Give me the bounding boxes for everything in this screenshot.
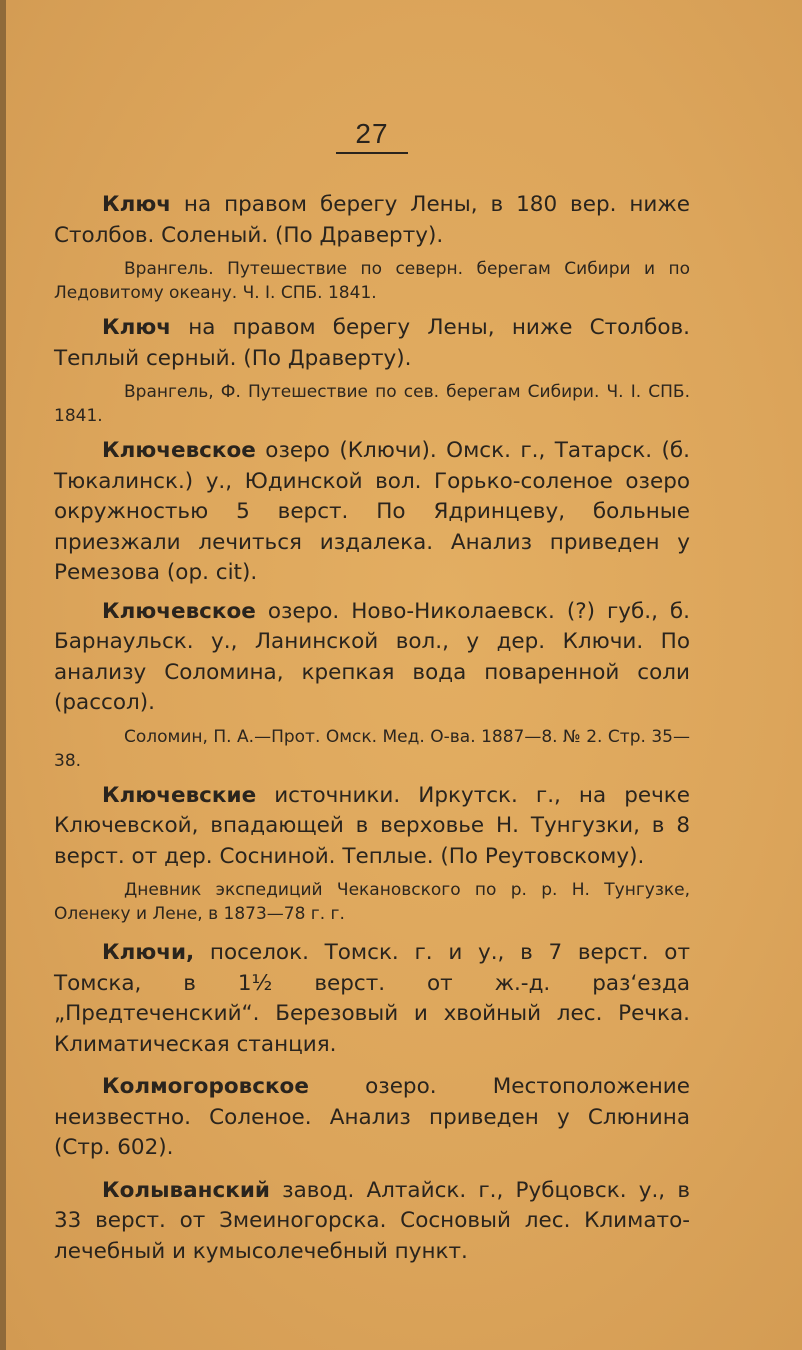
entry-reference: Врангель. Путешествие по северн. берегам Сибири и по Ледовитому океану. Ч. I. СПБ. 1841. [54,259,690,303]
entry-reference: Соломин, П. А.—Прот. Омск. Мед. О-ва. 1887—8. № 2. Стр. 35—38. [54,726,690,771]
entry-klyuchi [54,938,690,1060]
entry-kluch-2 [54,313,690,374]
entry-text: завод. Алтайск. г., Рубцовск. у., в 33 верст. от Змеиногорска. Сосновый лес. Климато-лечебный и кумысолечебный пункт. [54,1177,690,1264]
page-content [54,190,690,1267]
entry-text: на правом берегу Лены, ниже Столбов. Теплый серный. (По Драверту). [54,315,690,371]
entry-headword: Ключ [102,315,171,340]
entry-klyuchevskoe-2 [54,597,690,719]
entry-kluch-1 [54,190,690,251]
entry-kolmogorovskoe [54,1072,690,1164]
entry-headword: Ключевские [102,782,257,808]
entry-text: озеро. Местоположение неизвестно. Соленое. Анализ приведен у Слюнина (Стр. 602). [54,1074,690,1160]
entry-reference: Врангель, Ф. Путешествие по сев. берегам Сибири. Ч. I. СПБ. 1841. [54,382,690,426]
entry-text: источники. Иркутск. г., на речке Ключевской, впадающей в верховье Н. Тунгузки, в 8 верст. от дер. Сосниной. Теплые. (По Реутовскому). [54,782,690,869]
entry-headword: Ключ [102,192,171,217]
entry-kolyvansky [54,1176,690,1268]
entry-reference: Дневник экспедиций Чекановского по р. р. Н. Тунгузке, Оленеку и Лене, в 1873—78 г. г. [54,880,690,924]
page-number: 27 [336,118,408,154]
entry-text: поселок. Томск. г. и у., в 7 верст. от Томска, в 1½ верст. от ж.-д. раз‘езда „Предтеченский“. Березовый и хвойный лес. Речка. Климатическая станция. [54,940,690,1057]
entry-klyuchevskoe-1 [54,436,690,589]
entry-text: на правом берегу Лены, в 180 вер. ниже Столбов. Соленый. (По Драверту). [54,192,690,248]
entry-klyuchevskie [54,781,690,873]
entry-text: озеро (Ключи). Омск. г., Татарск. (б. Тюкалинск.) у., Юдинской вол. Горько-соленое озеро окружностью 5 верст. По Ядринцеву, больные приезжали лечиться издалека. Анализ приведен у Ремезова (ор. cit). [54,438,690,585]
entry-headword: Ключевское [102,598,256,624]
entry-headword: Ключи, [102,940,195,965]
entry-headword: Колыванский [102,1177,270,1203]
entry-headword: Колмогоровское [102,1074,309,1099]
entry-text: озеро. Ново-Николаевск. (?) губ., б. Барнаульск. у., Ланинской вол., у дер. Ключи. По анализу Соломина, крепкая вода поваренной соли (рассол). [54,598,690,715]
entry-headword: Ключевское [102,438,256,463]
